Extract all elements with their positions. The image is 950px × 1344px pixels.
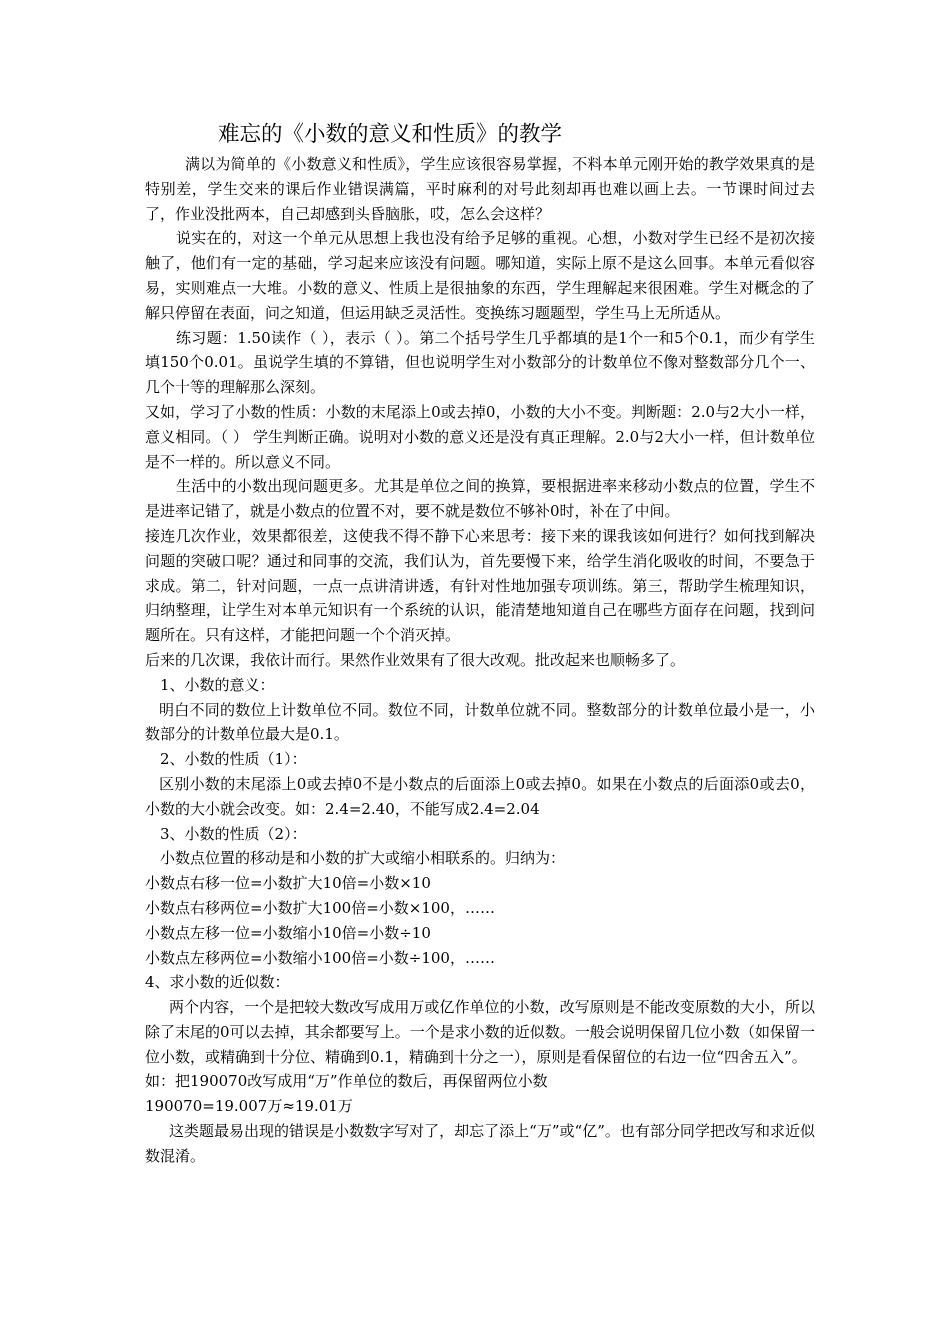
paragraph-approximation: 两个内容，一个是把较大数改写成用万或亿作单位的小数，改写原则是不能改变原数的大小，所以除了末尾的0可以去掉，其余都要写上。一个是求小数的近似数。一般会说明保留几位小数（如保留一位小数，或精确到十分位、精确到0.1，精确到十分之一），原则是看保留位的右边一位“四舍五入”。 — [145, 998, 815, 1066]
rule-line: 小数点右移两位=小数扩大100倍=小数×100，…… — [145, 898, 495, 917]
document-title: 难忘的《小数的意义和性质》的教学 — [218, 122, 563, 147]
example-equation: 190070=19.007万≈19.01万 — [145, 1097, 353, 1116]
paragraph-thinking: 接连几次作业，效果都很差，这使我不得不静下心来思考：接下来的课我该如何进行？如何找到解决问题的突破口呢？通过和同事的交流，我们认为，首先要慢下来，给学生消化吸收的时间，不要急于求成。第二，针对问题，一点一点讲清讲透，有针对性地加强专项训练。第三，帮助学生梳理知识，归纳整理，让学生对本单元知识有一个系统的认识，能清楚地知道自己在哪些方面存在问题，找到问题所在。只有这样，才能把问题一个个消灭掉。 — [145, 526, 815, 645]
paragraph-life-problems: 生活中的小数出现问题更多。尤其是单位之间的换算，要根据进率来移动小数点的位置，学生不是进率记错了，就是小数点的位置不对，要不就是数位不够补0时，补在了中间。 — [145, 477, 815, 521]
example-line: 如：把190070改写成用“万”作单位的数后，再保留两位小数 — [145, 1072, 548, 1091]
paragraph-property-1: 区别小数的末尾添上0或去掉0不是小数点的后面添上0或去掉0。如果在小数点的后面添0或去0，小数的大小就会改变。如：2.4=2.40，不能写成2.4=2.04 — [145, 774, 815, 818]
paragraph-reflection: 说实在的，对这一个单元从思想上我也没有给予足够的重视。心想，小数对学生已经不是初次接触了，他们有一定的基础，学习起来应该没有问题。哪知道，实际上原不是这么回事。本单元看似容易，实则难点一大堆。小数的意义、性质上是很抽象的东西，学生理解起来很困难。学生对概念的了解只停留在表面，问之知道，但运用缺乏灵活性。变换练习题题型，学生马上无所适从。 — [145, 229, 815, 322]
paragraph-property-2: 小数点位置的移动是和小数的扩大或缩小相联系的。归纳为： — [160, 849, 566, 868]
paragraph-meaning: 明白不同的数位上计数单位不同。数位不同，计数单位就不同。整数部分的计数单位最小是一，小数部分的计数单位最大是0.1。 — [145, 700, 815, 744]
paragraph-property-example: 又如，学习了小数的性质：小数的末尾添上0或去掉0，小数的大小不变。判断题：2.0与2大小一样，意义相同。（ ） 学生判断正确。说明对小数的意义还是没有真正理解。2.0与2大小一样，但计数单位是不一样的。所以意义不同。 — [145, 402, 815, 471]
rule-line: 小数点左移一位=小数缩小10倍=小数÷10 — [145, 923, 431, 942]
paragraph-common-errors: 这类题最易出现的错误是小数数字写对了，却忘了添上“万”或“亿”。也有部分同学把改写和求近似数混淆。 — [145, 1122, 815, 1165]
section-heading-meaning: 1、小数的意义： — [160, 675, 275, 694]
section-heading-property-1: 2、小数的性质（1）： — [160, 750, 307, 769]
paragraph-exercise: 练习题：1.50读作（ ），表示（ ）。第二个括号学生几乎都填的是1个一和5个0.1，而少有学生填150个0.01。虽说学生填的不算错，但也说明学生对小数部分的计数单位不像对整数部分几个一、几个十等的理解那么深刻。 — [145, 328, 815, 397]
section-heading-property-2: 3、小数的性质（2）： — [160, 824, 307, 843]
rule-line: 小数点右移一位=小数扩大10倍=小数×10 — [145, 874, 431, 893]
rule-line: 小数点左移两位=小数缩小100倍=小数÷100，…… — [145, 948, 495, 967]
section-heading-approximation: 4、求小数的近似数： — [145, 973, 290, 992]
paragraph-improvement: 后来的几次课，我依计而行。果然作业效果有了很大改观。批改起来也顺畅多了。 — [145, 650, 686, 669]
document-page — [145, 120, 815, 1169]
paragraph-intro: 满以为简单的《小数意义和性质》，学生应该很容易掌握，不料本单元刚开始的教学效果真的是特别差，学生交来的课后作业错误满篇，平时麻利的对号此刻却再也难以画上去。一节课时间过去了，作业没批两本，自己却感到头昏脑胀，哎，怎么会这样？ — [145, 155, 815, 223]
